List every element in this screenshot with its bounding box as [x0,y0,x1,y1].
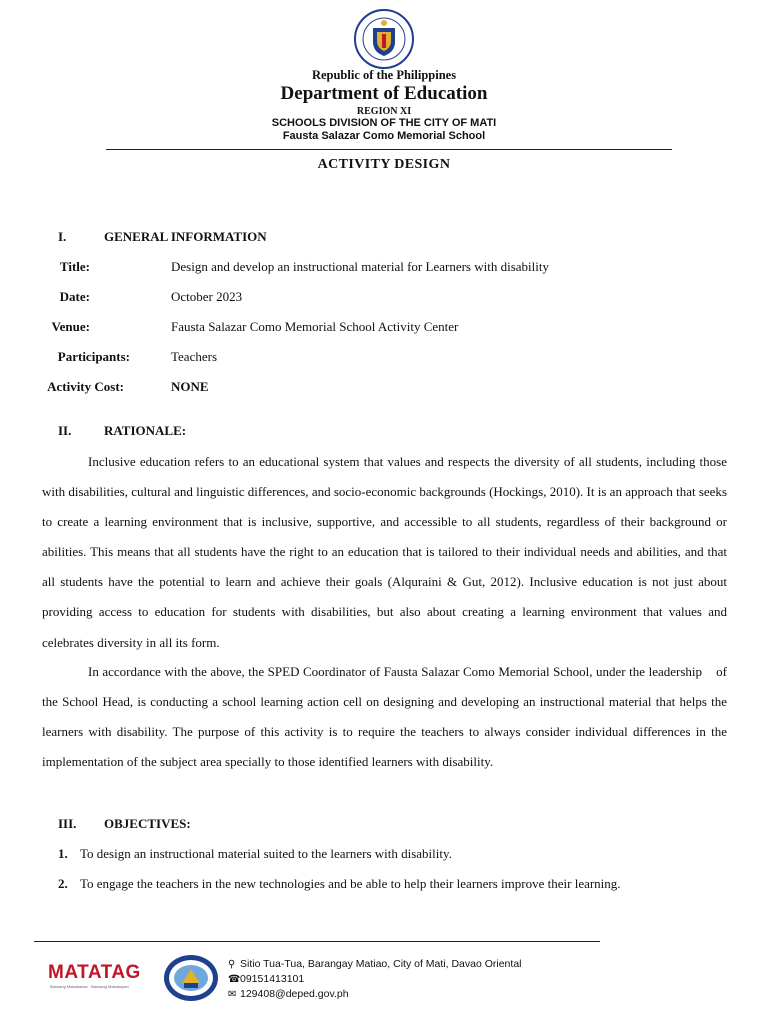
participants-label: Participants: [57,349,130,364]
footer-divider [34,941,600,942]
phone-text: 09151413101 [240,973,305,985]
section-1-heading: GENERAL INFORMATION [104,229,267,244]
title-value: Design and develop an instructional material for Learners with disability [171,259,549,274]
objective-2-text: To engage the teachers in the new technologies and be able to help their learners improve their learning. [80,876,621,891]
email-text[interactable]: 129408@deped.gov.ph [240,988,349,1000]
date-value: October 2023 [171,289,243,304]
section-3-number: III. [58,816,77,831]
venue-label: Venue: [51,319,90,334]
address-text: Sitio Tua-Tua, Barangay Matiao, City of Mati, Davao Oriental [240,958,522,970]
mail-icon: ✉ [228,989,237,1000]
activity-cost-label: Activity Cost: [47,379,124,394]
rationale-paragraph-2: In accordance with the above, the SPED Coordinator of Fausta Salazar Como Memorial School, under the leadership of the School Head, is conducting a school learning action cell on designing and developing an instructional material that helps the learners with disability. The purpose of this activity is to require the teachers to always consider individual differences in the implementation of the subject area specially to those identified learners with disability. [42,664,731,770]
division-line: SCHOOLS DIVISION OF THE CITY OF MATI [271,117,497,129]
region-line: REGION XI [356,106,412,117]
participants-value: Teachers [171,349,218,364]
section-3-heading: OBJECTIVES: [104,816,191,831]
phone-line [228,973,304,985]
map-pin-icon: ⚲ [228,959,236,970]
objective-2-number: 2. [58,876,68,891]
email-line [228,988,349,1000]
school-line: Fausta Salazar Como Memorial School [282,130,486,142]
header-divider [106,149,672,150]
section-1-number: I. [58,229,67,244]
objective-1-text: To design an instructional material suited to the learners with disability. [80,846,452,861]
activity-cost-value: NONE [171,379,209,394]
deped-seal-logo [349,8,419,70]
venue-value: Fausta Salazar Como Memorial School Activity Center [171,319,459,334]
section-2-heading: RATIONALE: [104,423,187,438]
objective-1-number: 1. [58,846,68,861]
document-title: ACTIVITY DESIGN [317,157,451,172]
section-2-number: II. [58,423,72,438]
republic-line: Republic of the Philippines [311,68,457,82]
date-label: Date: [59,289,90,304]
department-title: Department of Education [280,83,488,104]
school-seal-logo [162,953,220,1003]
phone-icon: ☎ [228,974,241,985]
title-label: Title: [59,259,90,274]
matatag-tagline: Bansang Makabansa · Bansang Makabayan [50,984,129,989]
address-line [228,958,522,970]
matatag-wordmark: MATATAG [48,962,141,983]
rationale-paragraph-1: Inclusive education refers to an educational system that values and respects the diversity of all students, including those with disabilities, cultural and linguistic differences, and socio-economic backgrounds (Hockings, 2010). It is an approach that seeks to create a learning environment that is inclusive, supportive, and accessible to all students, regardless of their background or abilities. This means that all students have the right to an education that is tailored to their individual needs and abilities, and that all students have the potential to learn and achieve their goals (Alquraini & Gut, 2012). Inclusive education is not just about providing access to education for students with disabilities, but also about creating a learning environment that values and celebrates diversity in all its form. [42,454,727,650]
matatag-logo [48,962,153,996]
